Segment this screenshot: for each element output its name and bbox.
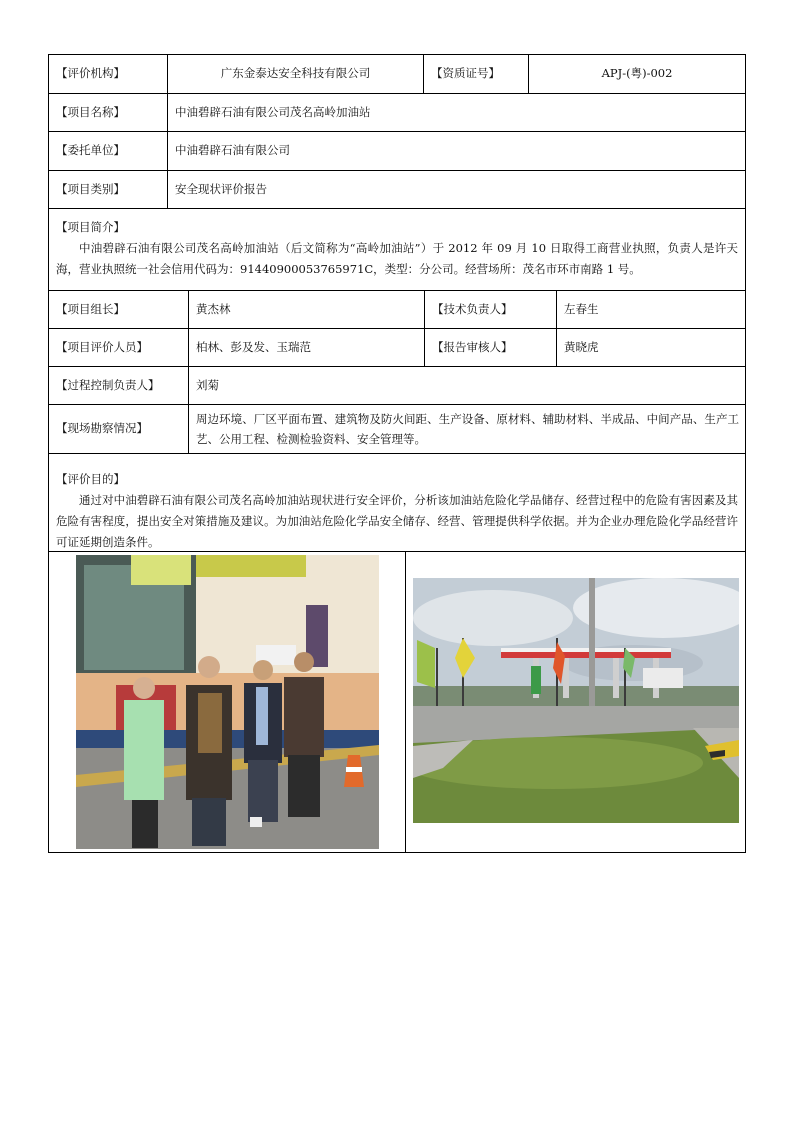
survey-value: 周边环境、厂区平面布置、建筑物及防火间距、生产设备、原材料、辅助材料、半成品、中间产品、生产工艺、公用工程、检测检验资料、安全管理等。: [188, 405, 745, 453]
evaluation-info-table: [48, 54, 746, 853]
tech-value: 左春生: [556, 291, 745, 328]
site-photos-row: [49, 552, 745, 852]
intro-label: 【项目简介】: [56, 220, 125, 234]
project-name-value: 中油碧辟石油有限公司茂名高岭加油站: [167, 94, 745, 131]
row-project-name: [49, 94, 745, 132]
org-value: 广东金泰达安全科技有限公司: [167, 55, 423, 93]
project-type-label: 【项目类别】: [56, 181, 125, 196]
process-value: 刘菊: [188, 367, 745, 404]
client-value: 中油碧辟石油有限公司: [167, 132, 745, 170]
row-process-control: [49, 367, 745, 405]
purpose-label: 【评价目的】: [56, 472, 125, 486]
purpose-block: [49, 454, 745, 552]
row-client: [49, 132, 745, 171]
process-label: 【过程控制负责人】: [56, 377, 160, 392]
row-project-type: [49, 171, 745, 209]
purpose-text: 通过对中油碧辟石油有限公司茂名高岭加油站现状进行安全评价，分析该加油站危险化学品储存、经营过程中的危险有害因素及其危险有害程度，提出安全对策措施及建议。为加油站危险化学品安全储存、经营、管理提供科学依据。并为企业办理危险化学品经营许可证延期创造条件。: [56, 493, 738, 549]
intro-text: 中油碧辟石油有限公司茂名高岭加油站（后文简称为“高岭加油站”）于 2012 年 09 月 10 日取得工商营业执照，负责人是许天海，营业执照统一社会信用代码为：91440900053765971C，类型：分公司。经营场所：茂名市环市南路 1 号。: [56, 241, 738, 276]
client-label: 【委托单位】: [56, 143, 125, 158]
survey-label: 【现场勘察情况】: [56, 421, 148, 436]
row-members: [49, 329, 745, 367]
org-label: 【评价机构】: [56, 66, 125, 81]
project-type-value: 安全现状评价报告: [167, 171, 745, 208]
tech-label: 【技术负责人】: [424, 291, 556, 328]
reviewer-label: 【报告审核人】: [424, 329, 556, 366]
members-label: 【项目评价人员】: [56, 339, 148, 354]
team-site-photo: [76, 555, 379, 849]
leader-value: 黄杰林: [188, 291, 424, 328]
row-leader: [49, 291, 745, 329]
reviewer-value: 黄晓虎: [556, 329, 745, 366]
row-site-survey: [49, 405, 745, 454]
leader-label: 【项目组长】: [56, 301, 125, 316]
members-value: 柏林、彭及发、玉瑞范: [188, 329, 424, 366]
photo-divider: [405, 552, 406, 852]
row-organization: [49, 55, 745, 94]
project-intro-block: [49, 209, 745, 291]
cert-label: 【资质证号】: [423, 55, 528, 93]
station-forecourt-photo: [413, 578, 739, 823]
cert-value: APJ-(粤)-002: [528, 55, 745, 93]
project-name-label: 【项目名称】: [56, 104, 125, 119]
